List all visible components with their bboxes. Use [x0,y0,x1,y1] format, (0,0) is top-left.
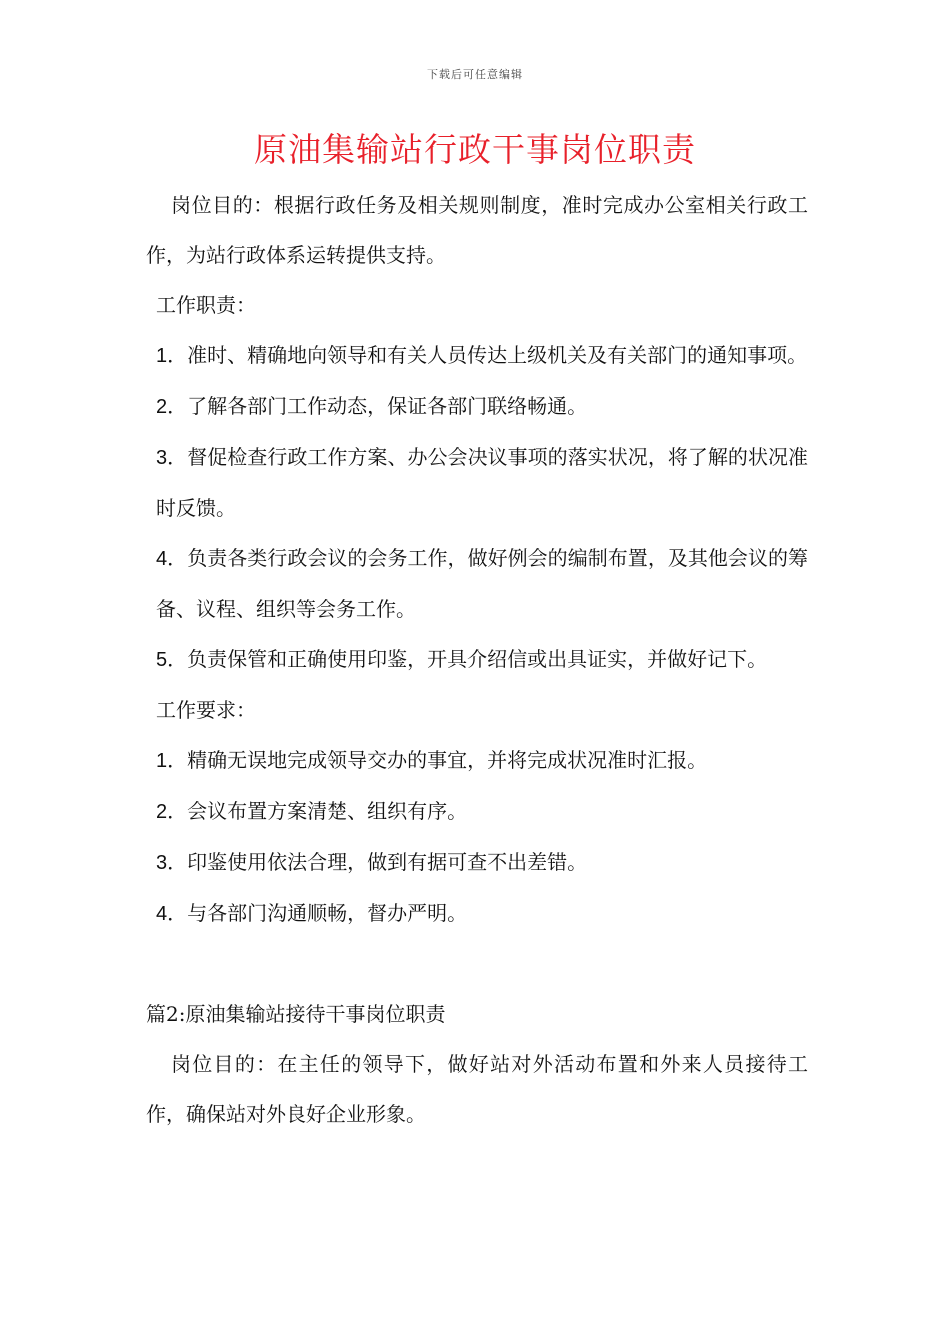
duty-item [146,634,808,685]
requirement-number: 1． [156,750,188,772]
document-title: 原油集输站行政干事岗位职责 [254,130,696,169]
requirement-number: 2． [156,801,188,823]
requirement-item [146,837,808,888]
requirement-text: 会议布置方案清楚、组织有序。 [187,799,468,823]
duty-number: 1． [156,345,188,367]
duty-number: 3． [156,447,188,469]
requirement-item [146,786,808,837]
duty-number: 2． [156,396,188,418]
document-body [146,180,808,1139]
section2-heading: 篇2:原油集输站接待干事岗位职责 [146,1002,446,1026]
duty-text: 负责各类行政会议的会务工作，做好例会的编制布置，及其他会议的筹备、议程、组织等会务工作。 [156,546,809,621]
duty-item [146,381,808,432]
requirement-number: 3． [156,852,188,874]
requirement-text: 与各部门沟通顺畅，督办严明。 [187,901,468,925]
requirement-item [146,888,808,939]
section2-purpose-paragraph: 岗位目的：在主任的领导下，做好站对外活动布置和外来人员接待工作，确保站对外良好企业形象。 [146,1052,808,1126]
duty-text: 督促检查行政工作方案、办公会决议事项的落实状况，将了解的状况准时反馈。 [156,445,809,520]
requirements-heading: 工作要求： [156,698,256,722]
duty-number: 4． [156,548,188,570]
section-spacer [146,939,808,989]
page-header: 下载后可任意编辑 [427,68,523,81]
requirement-item [146,735,808,786]
duty-text: 了解各部门工作动态，保证各部门联络畅通。 [187,394,588,418]
requirement-text: 印鉴使用依法合理，做到有据可查不出差错。 [187,850,588,874]
duty-text: 准时、精确地向领导和有关人员传达上级机关及有关部门的通知事项。 [187,343,808,367]
duties-heading: 工作职责： [156,293,256,317]
duty-text: 负责保管和正确使用印鉴，开具介绍信或出具证实，并做好记下。 [187,647,768,671]
duty-item [146,432,808,533]
requirement-number: 4． [156,903,188,925]
requirement-text: 精确无误地完成领导交办的事宜，并将完成状况准时汇报。 [187,748,708,772]
duty-number: 5． [156,649,188,671]
duty-item [146,533,808,634]
duty-item [146,330,808,381]
purpose-paragraph: 岗位目的：根据行政任务及相关规则制度，准时完成办公室相关行政工作，为站行政体系运转提供支持。 [146,193,808,267]
